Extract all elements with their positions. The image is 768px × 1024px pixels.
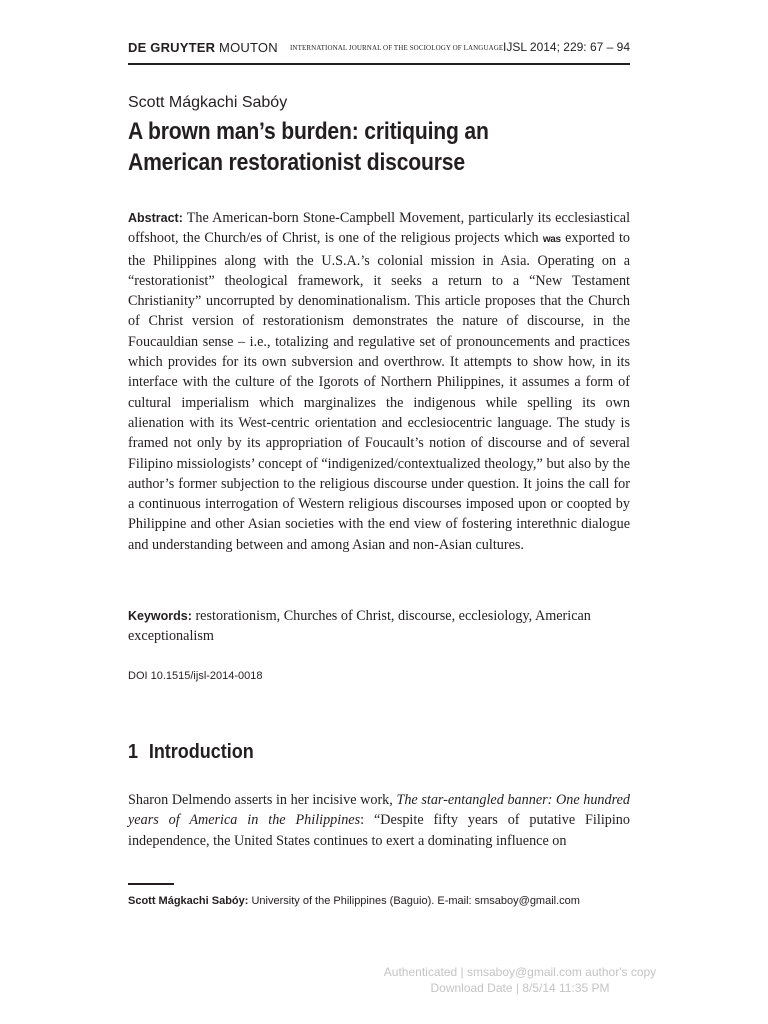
publisher-name-bold: DE GRUYTER	[128, 40, 216, 55]
journal-citation: IJSL 2014; 229: 67 – 94	[503, 40, 630, 54]
intro-cited-title: The star-entangled banner: One hundred years of America in the Philippines	[128, 792, 630, 829]
publisher-logo	[128, 40, 278, 55]
journal-name: INTERNATIONAL JOURNAL OF THE SOCIOLOGY OF LANGUAGE	[290, 44, 504, 52]
abstract-text-part-2: exported to the Philippines along with the U.S.A.’s colonial mission in Asia. Operating on a “restorationist” theological framework, it seeks a return to a “New Testament Christianity” uncorrupted by denominationalism. This article proposes that the Church of Christ version of restorationism demonstrates the nature of discourse, in the Foucauldian sense – i.e., totalizing and regulative set of pronouncements and practices which provides for its own subversion and overthrow. It attempts to show how, in its interface with the culture of the Igorots of Northern Philippines, it assumes a form of cultural imperialism which marginalizes the indigenous while spelling its own alienation with its West-centric orientation and ecclesiocentric language. The study is framed not only by its appropriation of Foucault’s notion of discourse and of several Filipino missiologists’ concept of “indigenized/contextualized theology,” but also by the author’s former subjection to the religious discourse under question. It joins the call for a continuous interrogation of Western religious discourses imposed upon or coopted by Philippine and other Asian societies with the end view of fostering interethnic dialogue and understanding between and among Asian and non-Asian cultures.	[128, 230, 630, 553]
keywords-paragraph	[128, 606, 630, 647]
author-affiliation-footnote	[128, 895, 580, 907]
footnote-author-name: Scott Mágkachi Sabóy:	[128, 895, 249, 907]
section-title: Introduction	[148, 741, 254, 763]
article-title	[128, 116, 621, 178]
article-author: Scott Mágkachi Sabóy	[128, 94, 288, 111]
keywords-label: Keywords:	[128, 609, 192, 623]
abstract-text-part-1: The American-born Stone-Campbell Movement, particularly its ecclesiastical offshoot, the Church/es of Christ, is one of the religious projects which	[128, 210, 631, 247]
footnote-affiliation: University of the Philippines (Baguio). E-mail: smsaboy@gmail.com	[251, 895, 580, 907]
watermark-line-2: Download Date | 8/5/14 11:35 PM	[430, 981, 610, 995]
authentication-watermark	[330, 964, 710, 996]
footnote-rule	[128, 883, 174, 885]
running-header	[128, 38, 630, 60]
publisher-name-regular: MOUTON	[219, 40, 278, 55]
intro-text-part-2: : “Despite fifty years of putative Filipino independence, the United States continues to exert a dominating influence on	[128, 812, 630, 849]
abstract-label: Abstract:	[128, 211, 183, 225]
header-rule	[128, 63, 630, 65]
keywords-text: restorationism, Churches of Christ, discourse, ecclesiology, American exceptionalism	[128, 608, 591, 645]
doi: DOI 10.1515/ijsl-2014-0018	[128, 670, 263, 682]
section-heading-introduction	[128, 741, 254, 764]
section-number: 1	[128, 741, 139, 763]
title-line-1: A brown man’s burden: critiquing an	[128, 118, 489, 145]
introduction-paragraph	[128, 790, 630, 851]
title-line-2: American restorationist discourse	[128, 149, 465, 176]
watermark-line-1: Authenticated | smsaboy@gmail.com author's copy	[383, 965, 657, 979]
abstract-paragraph	[128, 208, 630, 555]
intro-text-part-1: Sharon Delmendo asserts in her incisive work,	[128, 792, 393, 808]
handwritten-insertion: was	[542, 234, 561, 246]
